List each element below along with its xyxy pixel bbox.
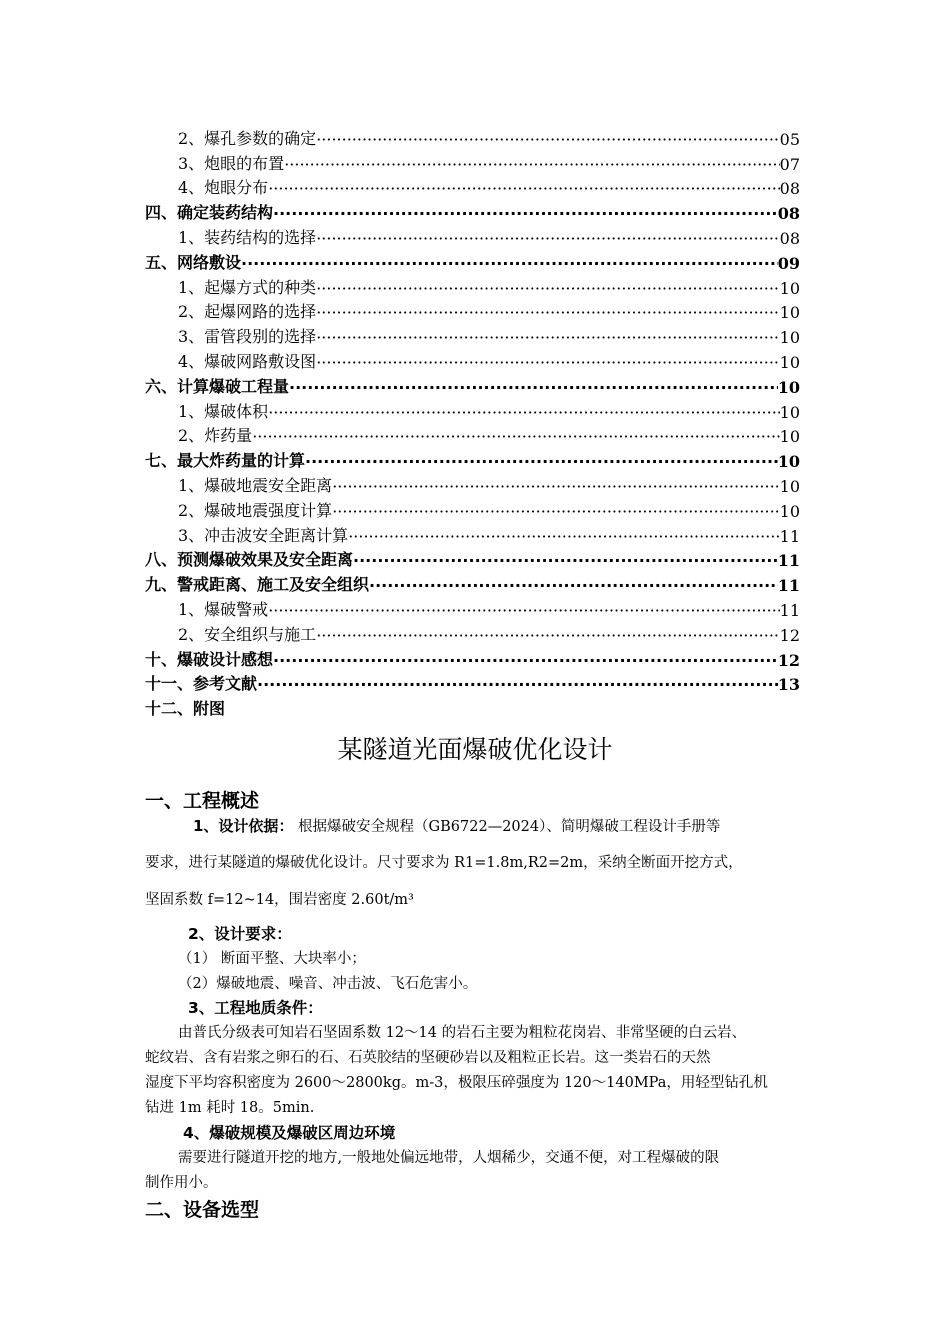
toc-leader-dots	[241, 254, 778, 273]
document-title: 某隧道光面爆破优化设计	[337, 735, 613, 764]
toc-page-number: 10	[777, 377, 800, 397]
toc-page-number: 09	[777, 253, 800, 273]
toc-page-number: 10	[779, 328, 800, 348]
toc-page-number: 10	[779, 278, 800, 298]
toc-section-entry	[145, 645, 800, 670]
toc-page-number: 11	[777, 551, 800, 571]
toc-section-entry	[145, 570, 800, 595]
toc-subsection-entry	[145, 496, 800, 521]
toc-page-number: 12	[779, 625, 800, 645]
toc-entry-label: 3、冲击波安全距离计算	[178, 525, 349, 545]
toc-entry-label: 2、起爆网路的选择	[178, 302, 317, 322]
toc-subsection-entry	[145, 521, 800, 546]
toc-subsection-entry	[145, 298, 800, 323]
toc-leader-dots	[316, 279, 779, 298]
toc-page-number: 08	[777, 204, 800, 224]
toc-leader-dots	[348, 527, 779, 546]
toc-entry-label: 九、警戒距离、施工及安全组织	[145, 575, 370, 595]
geology-line-2: 蛇纹岩、含有岩浆之卵石的石、石英胶结的坚硬砂岩以及粗粒正长岩。这一类岩石的天然	[145, 1050, 711, 1066]
toc-subsection-entry	[145, 595, 800, 620]
toc-leader-dots	[332, 477, 779, 496]
toc-page-number: 10	[779, 427, 800, 447]
toc-page-number: 11	[777, 576, 800, 596]
toc-entry-label: 四、确定装药结构	[145, 203, 274, 223]
toc-leader-dots	[268, 179, 779, 198]
toc-leader-dots	[252, 427, 779, 446]
toc-page-number: 08	[779, 179, 800, 199]
toc-section-entry	[145, 446, 800, 471]
toc-leader-dots	[316, 303, 779, 322]
toc-entry-label: 2、安全组织与施工	[178, 624, 317, 644]
toc-entry-label: 1、爆破地震安全距离	[178, 475, 333, 495]
toc-entry-label: 十、爆破设计感想	[145, 649, 274, 669]
toc-leader-dots	[353, 551, 778, 570]
toc-leader-dots	[273, 651, 778, 670]
geology-line-1: 由普氏分级表可知岩石坚固系数 12～14 的岩石主要为粗粒花岗岩、非常坚硬的白云岩、	[178, 1025, 747, 1041]
toc-page-number: 11	[779, 600, 800, 620]
toc-section-entry	[145, 546, 800, 571]
toc-leader-dots	[332, 502, 779, 521]
toc-subsection-entry	[145, 149, 800, 174]
toc-section-entry	[145, 198, 800, 223]
toc-leader-dots	[289, 378, 778, 397]
toc-page-number: 10	[779, 402, 800, 422]
toc-leader-dots	[316, 130, 779, 149]
toc-leader-dots	[316, 328, 779, 347]
geology-line-3: 湿度下平均容积密度为 2600～2800kg。m-3，极限压碎强度为 120～140MPa，用轻型钻孔机	[145, 1075, 768, 1091]
toc-section-entry	[145, 694, 800, 719]
toc-leader-dots	[268, 403, 779, 422]
toc-entry-label: 1、起爆方式的种类	[178, 277, 317, 297]
toc-entry-label: 3、雷管段别的选择	[178, 327, 317, 347]
toc-page-number: 10	[779, 501, 800, 521]
toc-section-entry	[145, 670, 800, 695]
toc-page-number: 05	[779, 129, 800, 149]
section-heading-equipment: 二、设备选型	[145, 1199, 260, 1221]
design-basis-heading: 1、设计依据：	[193, 817, 294, 835]
toc-subsection-entry	[145, 273, 800, 298]
toc-leader-dots	[369, 576, 778, 595]
toc-subsection-entry	[145, 422, 800, 447]
toc-leader-dots	[316, 353, 779, 372]
toc-entry-label: 七、最大炸药量的计算	[145, 451, 306, 471]
toc-entry-label: 六、计算爆破工程量	[145, 376, 290, 396]
toc-leader-dots	[273, 204, 778, 223]
toc-leader-dots	[305, 452, 778, 471]
toc-subsection-entry	[145, 124, 800, 149]
toc-entry-label: 十一、参考文献	[145, 674, 258, 694]
toc-entry-label: 4、爆破网路敷设图	[178, 351, 317, 371]
toc-section-entry	[145, 372, 800, 397]
toc-page-number: 07	[779, 154, 800, 174]
toc-leader-dots	[257, 675, 778, 694]
toc-entry-label: 2、爆孔参数的确定	[178, 128, 317, 148]
toc-entry-label: 1、爆破警戒	[178, 599, 269, 619]
requirement-item-1: （1） 断面平整、大块率小；	[178, 951, 366, 967]
toc-page-number: 10	[779, 352, 800, 372]
toc-page-number: 11	[779, 526, 800, 546]
toc-entry-label: 2、爆破地震强度计算	[178, 500, 333, 520]
toc-entry-label: 五、网络敷设	[145, 252, 242, 272]
toc-page-number: 13	[777, 675, 800, 695]
toc-page-number: 10	[779, 303, 800, 323]
toc-page-number: 10	[779, 476, 800, 496]
design-basis-line1	[193, 815, 720, 836]
toc-subsection-entry	[145, 223, 800, 248]
toc-page-number: 08	[779, 228, 800, 248]
toc-entry-label: 八、预测爆破效果及安全距离	[145, 550, 354, 570]
design-basis-text3: 坚固系数 f=12~14，围岩密度 2.60t/m³	[145, 892, 414, 908]
toc-entry-label: 4、炮眼分布	[178, 178, 269, 198]
geology-heading: 3、工程地质条件：	[188, 999, 323, 1017]
requirement-item-2: （2）爆破地震、噪音、冲击波、飞石危害小。	[178, 976, 478, 992]
scale-line-1: 需要进行隧道开挖的地方,一般地处偏远地带，人烟稀少，交通不便，对工程爆破的限	[178, 1150, 720, 1166]
toc-entry-label: 1、装药结构的选择	[178, 227, 317, 247]
toc-page-number: 10	[777, 452, 800, 472]
toc-section-entry	[145, 248, 800, 273]
toc-subsection-entry	[145, 620, 800, 645]
toc-subsection-entry	[145, 397, 800, 422]
section-heading-overview: 一、工程概述	[145, 790, 260, 812]
design-basis-text1: 根据爆破安全规程（GB6722—2024）、简明爆破工程设计手册等	[293, 819, 721, 835]
geology-line-4: 钻进 1m 耗时 18。5min.	[145, 1100, 315, 1116]
scale-line-2: 制作用小。	[145, 1175, 218, 1191]
toc-leader-dots	[268, 601, 779, 620]
toc-subsection-entry	[145, 347, 800, 372]
toc-entry-label: 2、炸药量	[178, 426, 253, 446]
toc-leader-dots	[316, 229, 779, 248]
toc-page-number: 12	[777, 650, 800, 670]
toc-subsection-entry	[145, 471, 800, 496]
design-requirements-heading: 2、设计要求：	[188, 925, 292, 943]
toc-subsection-entry	[145, 174, 800, 199]
table-of-contents	[145, 124, 800, 719]
toc-subsection-entry	[145, 322, 800, 347]
design-basis-text2: 要求，进行某隧道的爆破优化设计。尺寸要求为 R1=1.8m,R2=2m，采纳全断面开挖方式，	[145, 855, 743, 871]
scale-environment-heading: 4、爆破规模及爆破区周边环境	[183, 1124, 396, 1142]
toc-entry-label: 十二、附图	[145, 699, 226, 719]
toc-entry-label: 3、炮眼的布置	[178, 153, 285, 173]
toc-entry-label: 1、爆破体积	[178, 401, 269, 421]
toc-leader-dots	[284, 155, 779, 174]
toc-leader-dots	[316, 626, 779, 645]
